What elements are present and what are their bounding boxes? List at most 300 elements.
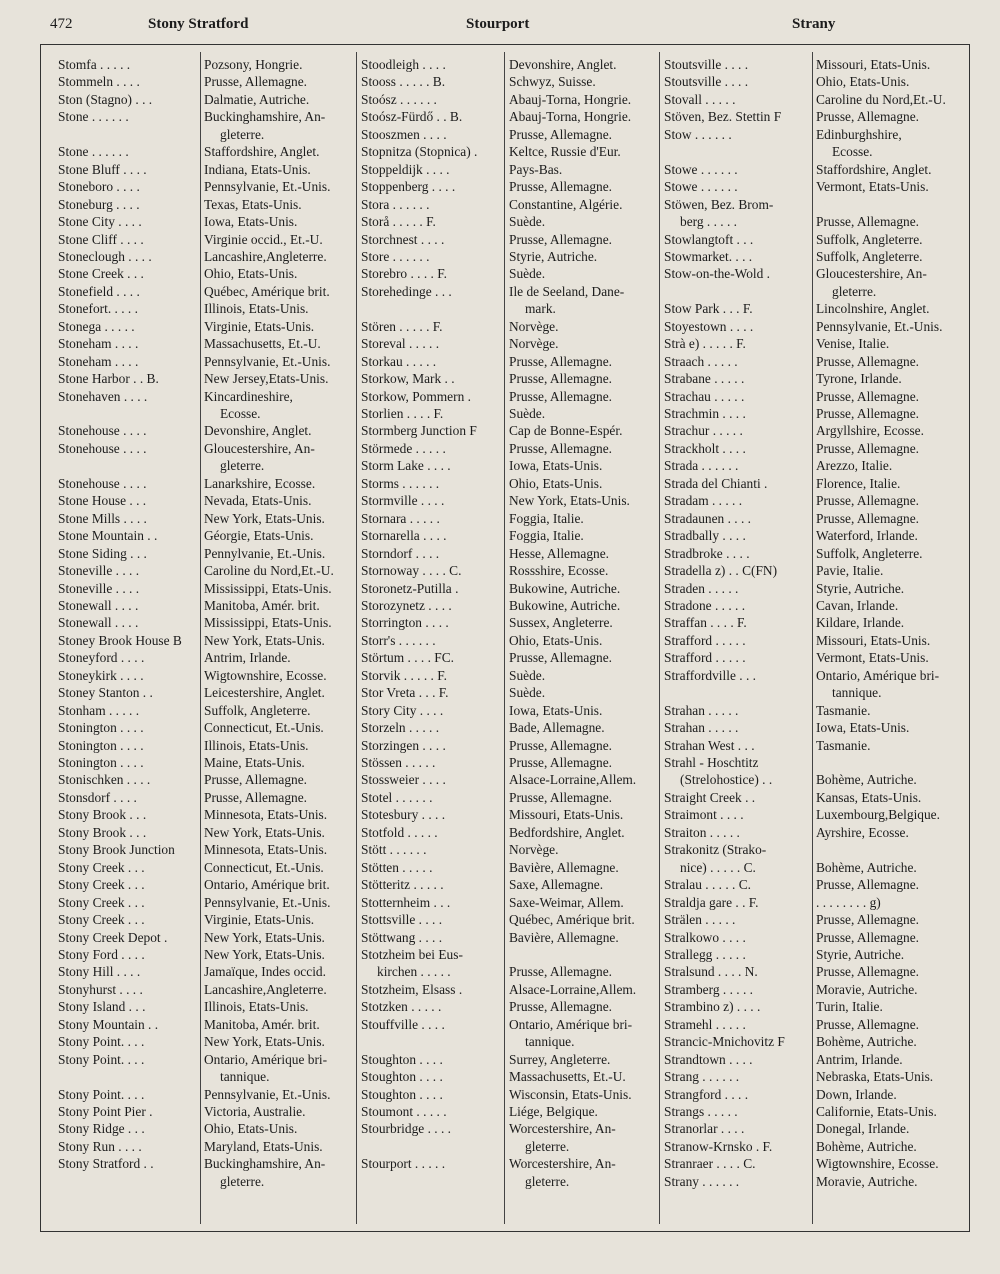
place-name: Storkau . . . . . xyxy=(361,353,437,369)
place-name: Stovall . . . . . xyxy=(664,91,736,107)
column-divider xyxy=(200,52,201,1224)
place-name: Stony Creek . . . xyxy=(58,877,145,893)
location: Connecticut, Et.-Unis. xyxy=(204,859,324,875)
place-name: Stopnitza (Stopnica) . xyxy=(361,144,478,160)
location: Down, Irlande. xyxy=(816,1086,897,1102)
place-name: Straach . . . . . xyxy=(664,353,738,369)
place-name-continuation: nice) . . . . . C. xyxy=(680,859,756,875)
location: Pozsony, Hongrie. xyxy=(204,57,303,72)
location: Suffolk, Angleterre. xyxy=(816,231,923,247)
location-continuation: Ecosse. xyxy=(220,406,261,421)
location: Québec, Amérique brit. xyxy=(509,912,635,928)
location: Pavie, Italie. xyxy=(816,563,884,579)
place-name: Stotternheim . . . xyxy=(361,894,451,910)
location: Antrim, Irlande. xyxy=(816,1051,903,1067)
place-name: Storms . . . . . . xyxy=(361,475,440,491)
location: Virginie, Etats-Unis. xyxy=(204,318,315,334)
location: Rossshire, Ecosse. xyxy=(509,563,609,579)
place-name: Storehedinge . . . xyxy=(361,283,452,299)
place-name: Stören . . . . . F. xyxy=(361,318,443,334)
place-name: Stradella z) . . C(FN) xyxy=(664,563,778,579)
location: Norvège. xyxy=(509,842,559,858)
place-name: Stony Ridge . . . xyxy=(58,1121,145,1137)
location: Lancashire,Angleterre. xyxy=(204,248,327,264)
location: Tasmanie. xyxy=(816,737,871,753)
location: Keltce, Russie d'Eur. xyxy=(509,144,621,160)
location: Prusse, Allemagne. xyxy=(509,179,613,195)
location: Donegal, Irlande. xyxy=(816,1121,910,1137)
place-name: Storlien . . . . F. xyxy=(361,406,444,421)
location: Kildare, Irlande. xyxy=(816,615,905,631)
place-name: Stonehaven . . . . xyxy=(58,388,148,404)
place-name: Stössen . . . . . xyxy=(361,755,436,770)
place-name-continuation: berg . . . . . xyxy=(680,214,738,230)
place-name-continuation: (Strelohostice) . . xyxy=(680,772,773,788)
place-name: Strambino z) . . . . xyxy=(664,999,761,1015)
location: Illinois, Etats-Unis. xyxy=(204,301,309,317)
place-name: Stora . . . . . . xyxy=(361,196,430,212)
location-continuation: Bohème, Autriche. xyxy=(816,772,917,788)
place-name: Stonehouse . . . . xyxy=(58,423,147,439)
location: Dalmatie, Autriche. xyxy=(204,91,310,107)
location: Suède. xyxy=(509,214,546,230)
location: Bade, Allemagne. xyxy=(509,720,605,736)
place-name: Strachmin . . . . xyxy=(664,406,746,421)
place-name: Storkow, Pommern . xyxy=(361,388,471,404)
place-name: Stomfa . . . . . xyxy=(58,57,131,72)
location: Ontario, Amérique brit. xyxy=(204,877,330,893)
location: Bohème, Autriche. xyxy=(816,1034,917,1050)
location: Abauj-Torna, Hongrie. xyxy=(509,91,632,107)
place-name: Stony Brook Junction xyxy=(58,842,175,858)
location: Prusse, Allemagne. xyxy=(509,650,613,666)
place-name: Straden . . . . . xyxy=(664,580,739,596)
place-name: Stoyestown . . . . xyxy=(664,318,754,334)
place-name: Stony Brook . . . xyxy=(58,807,147,823)
location: Ayrshire, Ecosse. xyxy=(816,824,909,840)
place-name: Stranow-Krnsko . F. xyxy=(664,1138,773,1154)
place-name: Stralau . . . . . C. xyxy=(664,877,752,893)
location: Iowa, Etats-Unis. xyxy=(204,214,298,230)
place-name: Strà e) . . . . . F. xyxy=(664,336,746,352)
place-name: Stony Point. . . . xyxy=(58,1086,145,1102)
place-name: Stow-on-the-Wold . xyxy=(664,266,771,282)
place-name: Stonega . . . . . xyxy=(58,318,135,334)
location: Waterford, Irlande. xyxy=(816,528,918,544)
location: New York, Etats-Unis. xyxy=(509,493,630,509)
location: Kincardineshire, xyxy=(204,388,293,404)
location: Norvège. xyxy=(509,336,559,352)
location: Minnesota, Etats-Unis. xyxy=(204,842,328,858)
place-name: Strafford . . . . . xyxy=(664,650,746,666)
place-name: Storeval . . . . . xyxy=(361,336,440,352)
location: Illinois, Etats-Unis. xyxy=(204,999,309,1015)
location: Québec, Amérique brit. xyxy=(204,283,330,299)
place-name: Stonington . . . . xyxy=(58,720,144,736)
location: Suède. xyxy=(509,667,546,683)
place-name: Stonington . . . . xyxy=(58,755,144,770)
location: Virginie, Etats-Unis. xyxy=(204,912,315,928)
location: New York, Etats-Unis. xyxy=(204,510,325,526)
location: Saxe-Weimar, Allem. xyxy=(509,894,624,910)
location: Turin, Italie. xyxy=(816,999,883,1015)
location: Prusse, Allemagne. xyxy=(509,231,613,247)
place-name: Storzeln . . . . . xyxy=(361,720,440,736)
location: Moravie, Autriche. xyxy=(816,981,918,997)
place-name: Strabane . . . . . xyxy=(664,371,745,387)
location: . . . . . . . . g) xyxy=(816,894,881,910)
place-name: Stonefort. . . . . xyxy=(58,301,138,317)
location: New York, Etats-Unis. xyxy=(204,824,325,840)
location: Lincolnshire, Anglet. xyxy=(816,301,930,317)
header-left: Stony Stratford xyxy=(148,16,249,32)
place-name: Stranorlar . . . . xyxy=(664,1121,745,1137)
place-name: Strahan West . . . xyxy=(664,737,755,753)
location: Worcestershire, An- xyxy=(509,1156,616,1172)
location: Bavière, Allemagne. xyxy=(509,859,619,875)
location: Prusse, Allemagne. xyxy=(509,353,613,369)
location: Caroline du Nord,Et.-U. xyxy=(816,91,946,107)
place-name: Ston (Stagno) . . . xyxy=(58,91,153,107)
location: Vermont, Etats-Unis. xyxy=(816,179,929,195)
location: Ontario, Amérique bri- xyxy=(816,667,940,683)
place-name: Stonington . . . . xyxy=(58,737,144,753)
place-name: Stoppeldijk . . . . xyxy=(361,161,450,177)
place-name: Straimont . . . . xyxy=(664,807,744,823)
location: Pays-Bas. xyxy=(509,161,563,177)
location: Antrim, Irlande. xyxy=(204,650,291,666)
location: Ontario, Amérique bri- xyxy=(204,1051,328,1067)
location: Prusse, Allemagne. xyxy=(509,755,613,770)
place-name: Stonewall . . . . xyxy=(58,615,139,631)
place-name: Stone City . . . . xyxy=(58,214,142,230)
place-name: Strälen . . . . . xyxy=(664,912,736,928)
location: Abauj-Torna, Hongrie. xyxy=(509,109,632,125)
location-continuation: Prusse, Allemagne. xyxy=(509,964,613,980)
location: Prusse, Allemagne. xyxy=(509,737,613,753)
location: Surrey, Angleterre. xyxy=(509,1051,611,1067)
place-name: Stoughton . . . . xyxy=(361,1086,443,1102)
location-continuation: tannique. xyxy=(220,1069,270,1085)
place-name: Stone . . . . . . xyxy=(58,144,129,160)
place-name: Strada del Chianti . xyxy=(664,475,768,491)
place-name: Story City . . . . xyxy=(361,702,444,718)
location: Norvège. xyxy=(509,318,559,334)
place-name: Stoneham . . . . xyxy=(58,353,139,369)
place-name: Stranraer . . . . C. xyxy=(664,1156,756,1172)
place-name: Stornarella . . . . xyxy=(361,528,447,544)
place-name: Straffordville . . . xyxy=(664,667,756,683)
location: Virginie occid., Et.-U. xyxy=(204,231,323,247)
place-name: Stony Mountain . . xyxy=(58,1016,159,1032)
place-name: Straldja gare . . F. xyxy=(664,894,759,910)
location: Sussex, Angleterre. xyxy=(509,615,613,631)
place-name: Stotel . . . . . . xyxy=(361,789,433,805)
location-continuation: Prusse, Allemagne. xyxy=(816,214,920,230)
location: Gloucestershire, An- xyxy=(816,266,927,282)
location: Cavan, Irlande. xyxy=(816,597,899,613)
location: Pennsylvanie, Et.-Unis. xyxy=(204,894,331,910)
place-name: Strang . . . . . . xyxy=(664,1069,740,1085)
place-name: Strakonitz (Strako- xyxy=(664,842,767,858)
place-name: Stoneyford . . . . xyxy=(58,650,145,666)
location: Florence, Italie. xyxy=(816,475,901,491)
place-name: Stradone . . . . . xyxy=(664,597,746,613)
place-name: Storm Lake . . . . xyxy=(361,458,451,474)
place-name: Stony Island . . . xyxy=(58,999,146,1015)
location: Jamaïque, Indes occid. xyxy=(204,964,326,980)
location: Argyllshire, Ecosse. xyxy=(816,423,924,439)
place-name: Stone Cliff . . . . xyxy=(58,231,144,247)
place-name: Stradbroke . . . . xyxy=(664,545,750,561)
location: Nebraska, Etats-Unis. xyxy=(816,1069,934,1085)
place-name: Stony Point. . . . xyxy=(58,1051,145,1067)
place-name: Stone Bluff . . . . xyxy=(58,161,147,177)
location: Minnesota, Etats-Unis. xyxy=(204,807,328,823)
place-name: Stoppenberg . . . . xyxy=(361,179,456,195)
location: Wisconsin, Etats-Unis. xyxy=(509,1086,632,1102)
location: Styrie, Autriche. xyxy=(816,580,905,596)
place-name: Stoney Stanton . . xyxy=(58,685,153,701)
place-name: Stoneham . . . . xyxy=(58,336,139,352)
location: New York, Etats-Unis. xyxy=(204,1034,325,1050)
place-name: Störtum . . . . FC. xyxy=(361,650,455,666)
place-name: Stony Creek . . . xyxy=(58,894,145,910)
place-name: Strafford . . . . . xyxy=(664,632,746,648)
location: Massachusetts, Et.-U. xyxy=(204,336,321,352)
place-name: Stornoway . . . . C. xyxy=(361,563,462,579)
location: Prusse, Allemagne. xyxy=(816,877,920,893)
place-name: Stoneville . . . . xyxy=(58,563,140,579)
place-name: Stradam . . . . . xyxy=(664,493,743,509)
place-name: Stourport . . . . . xyxy=(361,1156,446,1172)
place-name: Strangford . . . . xyxy=(664,1086,749,1102)
place-name: Stony Run . . . . xyxy=(58,1138,142,1154)
location-continuation: gleterre. xyxy=(525,1138,570,1154)
place-name: Storkow, Mark . . xyxy=(361,371,455,387)
place-name: Stoneburg . . . . xyxy=(58,196,140,212)
column-divider xyxy=(504,52,505,1224)
place-name: Stotesbury . . . . xyxy=(361,807,446,823)
place-name: Stooss . . . . . B. xyxy=(361,74,446,90)
place-name: Storebro . . . . F. xyxy=(361,266,447,282)
place-name: Stramberg . . . . . xyxy=(664,981,754,997)
location: Suffolk, Angleterre. xyxy=(816,248,923,264)
location: Prusse, Allemagne. xyxy=(509,789,613,805)
location: Gloucestershire, An- xyxy=(204,440,315,456)
place-name: Stony Creek . . . xyxy=(58,859,145,875)
place-name: Stor Vreta . . . F. xyxy=(361,685,449,701)
location-continuation: gleterre. xyxy=(525,1173,570,1189)
place-name: Stommeln . . . . xyxy=(58,74,140,90)
place-name: Stoósz-Fürdő . . B. xyxy=(361,109,463,125)
location: Prusse, Allemagne. xyxy=(816,1016,920,1032)
place-name: Strany . . . . . . xyxy=(664,1173,740,1189)
location: New York, Etats-Unis. xyxy=(204,946,325,962)
location: Suffolk, Angleterre. xyxy=(816,545,923,561)
place-name: Stowlangtoft . . . xyxy=(664,231,754,247)
place-name: Stony Ford . . . . xyxy=(58,946,145,962)
location: Arezzo, Italie. xyxy=(816,458,893,474)
place-name: Stone House . . . xyxy=(58,493,147,509)
place-name: Store . . . . . . xyxy=(361,248,430,264)
location: Constantine, Algérie. xyxy=(509,196,623,212)
column-divider xyxy=(812,52,813,1224)
place-name: Stotfold . . . . . xyxy=(361,824,438,840)
place-name: Stotzheim bei Eus- xyxy=(361,946,463,962)
location: Pennylvanie, Et.-Unis. xyxy=(204,545,326,561)
place-name: Stourbridge . . . . xyxy=(361,1121,452,1137)
place-name: Straffan . . . . F. xyxy=(664,615,747,631)
column-divider xyxy=(356,52,357,1224)
location: Ile de Seeland, Dane- xyxy=(509,283,625,299)
column-divider xyxy=(659,52,660,1224)
location: Pennsylvanie, Et.-Unis. xyxy=(816,318,943,334)
location: Prusse, Allemagne. xyxy=(509,388,613,404)
place-name: Stötten . . . . . xyxy=(361,859,433,875)
location: Suffolk, Angleterre. xyxy=(204,702,311,718)
location: Staffordshire, Anglet. xyxy=(816,161,932,177)
location-continuation: tannique. xyxy=(832,685,882,701)
location: Liége, Belgique. xyxy=(509,1104,598,1119)
location: Ohio, Etats-Unis. xyxy=(816,74,910,90)
place-name: Stonefield . . . . xyxy=(58,283,140,299)
place-name: Stowmarket. . . . xyxy=(664,248,753,264)
place-name: Stow Park . . . F. xyxy=(664,301,753,317)
location-continuation: tannique. xyxy=(525,1034,575,1050)
location-continuation: Ecosse. xyxy=(832,144,873,160)
location: Prusse, Allemagne. xyxy=(816,353,920,369)
location: Ohio, Etats-Unis. xyxy=(204,266,298,282)
location: Prusse, Allemagne. xyxy=(816,964,920,980)
location: Hesse, Allemagne. xyxy=(509,545,610,561)
location: Connecticut, Et.-Unis. xyxy=(204,720,324,736)
place-name: Storozynetz . . . . xyxy=(361,597,452,613)
place-name: Storonetz-Putilla . xyxy=(361,580,459,596)
location: Mississippi, Etats-Unis. xyxy=(204,580,332,596)
location: Iowa, Etats-Unis. xyxy=(509,458,603,474)
location: Prusse, Allemagne. xyxy=(816,929,920,945)
place-name: Stow . . . . . . xyxy=(664,126,732,142)
location: Prusse, Allemagne. xyxy=(509,126,613,142)
location-continuation: gleterre. xyxy=(220,458,265,474)
location: Prusse, Allemagne. xyxy=(816,406,920,421)
location: Pennsylvanie, Et.-Unis. xyxy=(204,1086,331,1102)
location: Missouri, Etats-Unis. xyxy=(509,807,624,823)
place-name: Stowe . . . . . . xyxy=(664,179,738,195)
place-name: Stossweier . . . . xyxy=(361,772,446,788)
location: Missouri, Etats-Unis. xyxy=(816,632,931,648)
place-name: Störmede . . . . . xyxy=(361,440,446,456)
place-name: Stony Stratford . . xyxy=(58,1156,154,1172)
place-name: Strada . . . . . . xyxy=(664,458,739,474)
place-name: Strahan . . . . . xyxy=(664,702,739,718)
location: Lanarkshire, Ecosse. xyxy=(204,475,316,491)
place-name: Strachur . . . . . xyxy=(664,423,743,439)
location: Iowa, Etats-Unis. xyxy=(816,720,910,736)
location: Prusse, Allemagne. xyxy=(816,493,920,509)
place-name: Strangs . . . . . xyxy=(664,1104,738,1119)
header-right: Strany xyxy=(792,16,836,32)
place-name: Stoney Brook House B xyxy=(58,632,182,648)
place-name: Stoutsville . . . . xyxy=(664,74,749,90)
location: Prusse, Allemagne. xyxy=(509,999,613,1015)
place-name: Stotzken . . . . . xyxy=(361,999,442,1015)
location: Prusse, Allemagne. xyxy=(816,912,920,928)
place-name: Storå . . . . . F. xyxy=(361,214,436,230)
place-name: Stradaunen . . . . xyxy=(664,510,752,526)
place-name: Storvik . . . . . F. xyxy=(361,667,447,683)
location: Tyrone, Irlande. xyxy=(816,371,902,387)
location: Prusse, Allemagne. xyxy=(816,510,920,526)
place-name: Stonsdorf . . . . xyxy=(58,789,137,805)
location: Saxe, Allemagne. xyxy=(509,877,604,893)
place-name: Stöven, Bez. Stettin F xyxy=(664,109,782,125)
place-name: Stöttwang . . . . xyxy=(361,929,443,945)
location: Alsace-Lorraine,Allem. xyxy=(509,772,637,788)
location: Tasmanie. xyxy=(816,702,871,718)
place-name: Stralkowo . . . . xyxy=(664,929,746,945)
place-name: Strancic-Mnichovitz F xyxy=(664,1034,785,1050)
place-name: Stramehl . . . . . xyxy=(664,1016,746,1032)
location: Prusse, Allemagne. xyxy=(509,440,613,456)
place-name: Stoodleigh . . . . xyxy=(361,57,446,72)
location: Schwyz, Suisse. xyxy=(509,74,596,90)
location: Edinburghshire, xyxy=(816,126,902,142)
place-name: Stooszmen . . . . xyxy=(361,126,447,142)
place-name: Stouffville . . . . xyxy=(361,1016,445,1032)
location: Worcestershire, An- xyxy=(509,1121,616,1137)
location: Wigtownshire, Ecosse. xyxy=(816,1156,939,1172)
location: Suède. xyxy=(509,406,546,421)
location-continuation: gleterre. xyxy=(832,283,877,299)
place-name: Stöwen, Bez. Brom- xyxy=(664,196,774,212)
location: Staffordshire, Anglet. xyxy=(204,144,320,160)
location: Bukowine, Autriche. xyxy=(509,580,621,596)
location: Prusse, Allemagne. xyxy=(204,789,308,805)
location: Alsace-Lorraine,Allem. xyxy=(509,981,637,997)
place-name: Stone . . . . . . xyxy=(58,109,129,125)
location: Prusse, Allemagne. xyxy=(204,772,308,788)
location: Ontario, Amérique bri- xyxy=(509,1016,633,1032)
place-name: Stötteritz . . . . . xyxy=(361,877,444,893)
location: Foggia, Italie. xyxy=(509,510,584,526)
place-name: Storr's . . . . . . xyxy=(361,632,436,648)
location: Venise, Italie. xyxy=(816,336,890,352)
location: Prusse, Allemagne. xyxy=(816,440,920,456)
place-name: Stony Point. . . . xyxy=(58,1034,145,1050)
place-name: Stone Harbor . . B. xyxy=(58,371,159,387)
place-name: Stormville . . . . xyxy=(361,493,445,509)
location: Californie, Etats-Unis. xyxy=(816,1104,937,1119)
location: Luxembourg,Belgique. xyxy=(816,807,940,823)
location-continuation: gleterre. xyxy=(220,1173,265,1189)
place-name: Stoneville . . . . xyxy=(58,580,140,596)
place-name: Strackholt . . . . xyxy=(664,440,746,456)
place-name: Stött . . . . . . xyxy=(361,842,427,858)
location: Kansas, Etats-Unis. xyxy=(816,789,922,805)
location: Indiana, Etats-Unis. xyxy=(204,161,311,177)
place-name: Strahan . . . . . xyxy=(664,720,739,736)
location: Texas, Etats-Unis. xyxy=(204,196,302,212)
location: Foggia, Italie. xyxy=(509,528,584,544)
page-number: 472 xyxy=(50,16,73,32)
place-name: Strachau . . . . . xyxy=(664,388,745,404)
header-center: Stourport xyxy=(466,16,530,32)
location: Massachusetts, Et.-U. xyxy=(509,1069,626,1085)
place-name: Stotzheim, Elsass . xyxy=(361,981,463,997)
location: Wigtownshire, Ecosse. xyxy=(204,667,327,683)
